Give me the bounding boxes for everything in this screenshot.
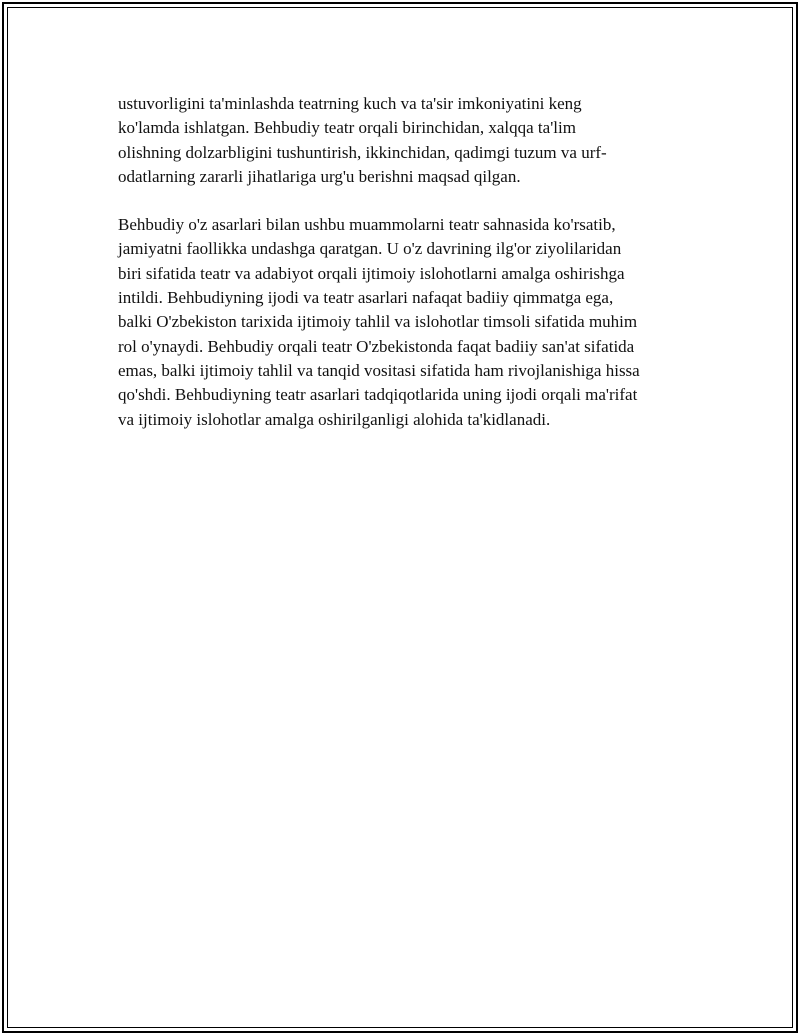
document-body	[118, 92, 658, 456]
paragraph-1: ustuvorligini ta'minlashda teatrning kuch va ta'sir imkoniyatini keng ko'lamda ishlatgan. Behbudiy teatr orqali birinchidan, xalqqa ta'lim olishning dolzarbligini tushuntirish, ikkinchidan, qadimgi tuzum va urf- odatlarning zararli jihatlariga urg'u berishni maqsad qilgan.	[118, 94, 607, 186]
paragraph-2: Behbudiy o'z asarlari bilan ushbu muammolarni teatr sahnasida ko'rsatib, jamiyatni faollikka undashga qaratgan. U o'z davrining ilg'or ziyolilaridan biri sifatida teatr va adabiyot orqali ijtimoiy islohotlarni amalga oshirishga intildi. Behbudiyning ijodi va teatr asarlari nafaqat badiiy qimmatga ega, balki O'zbekiston tarixida ijtimoiy tahlil va islohotlar timsoli sifatida muhim rol o'ynaydi. Behbudiy orqali teatr O'zbekistonda faqat badiiy san'at sifatida emas, balki ijtimoiy tahlil va tanqid vositasi sifatida ham rivojlanishiga hissa qo'shdi. Behbudiyning teatr asarlari tadqiqotlarida uning ijodi orqali ma'rifat va ijtimoiy islohotlar amalga oshirilganligi alohida ta'kidlanadi.	[118, 215, 640, 429]
